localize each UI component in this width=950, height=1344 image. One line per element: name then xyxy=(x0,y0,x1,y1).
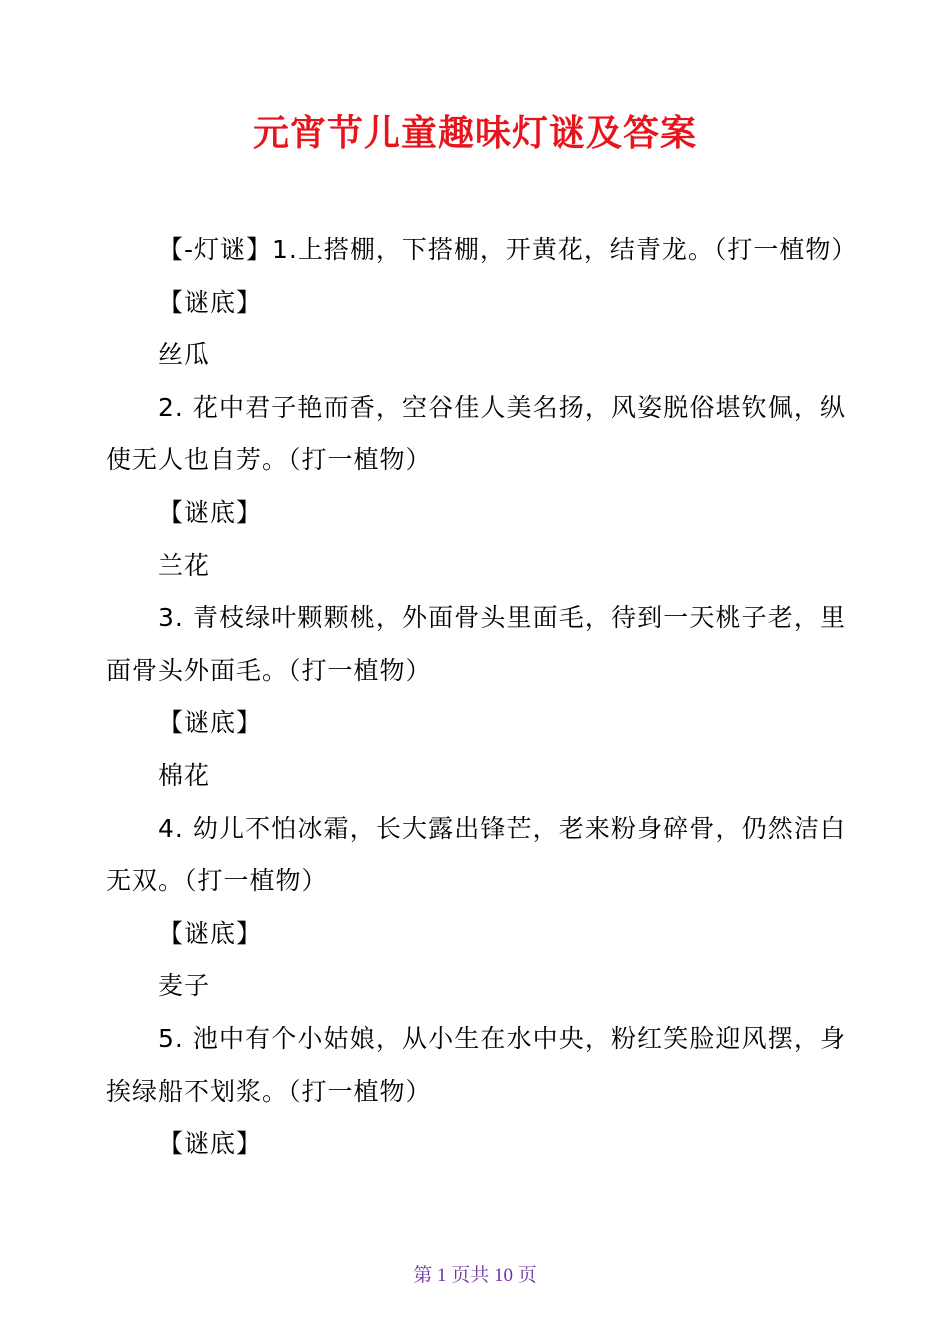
riddle-5-answer-label: 【谜底】 xyxy=(158,1129,263,1159)
page-footer: 第 1 页共 10 页 xyxy=(413,1265,537,1286)
riddle-4-answer: 麦子 xyxy=(158,971,211,1001)
riddle-2-answer: 兰花 xyxy=(158,550,211,580)
riddle-4-question: 4. 幼儿不怕冰霜，长大露出锋芒，老来粉身碎骨，仍然洁白无双。（打一植物） xyxy=(106,813,846,896)
riddle-3-question: 3. 青枝绿叶颗颗桃，外面骨头里面毛，待到一天桃子老，里面骨头外面毛。（打一植物） xyxy=(106,603,846,685)
riddle-3-answer: 棉花 xyxy=(158,760,211,790)
riddle-3-answer-label: 【谜底】 xyxy=(158,708,263,738)
riddle-1-question: 【-灯谜】1.上搭棚，下搭棚，开黄花，结青龙。（打一植物） xyxy=(158,235,858,264)
riddle-5-question: 5. 池中有个小姑娘，从小生在水中央，粉红笑脸迎风摆，身挨绿船不划浆。（打一植物） xyxy=(106,1023,846,1106)
riddle-2-question: 2. 花中君子艳而香，空谷佳人美名扬，风姿脱俗堪钦佩，纵使无人也自芳。（打一植物） xyxy=(106,392,846,475)
document-body xyxy=(106,224,858,1171)
riddle-4-answer-label: 【谜底】 xyxy=(158,918,263,948)
riddle-2-answer-label: 【谜底】 xyxy=(158,497,263,527)
document-title: 元宵节儿童趣味灯谜及答案 xyxy=(252,113,697,154)
riddle-1-answer-label: 【谜底】 xyxy=(158,287,263,317)
riddle-1-answer: 丝瓜 xyxy=(158,340,211,370)
